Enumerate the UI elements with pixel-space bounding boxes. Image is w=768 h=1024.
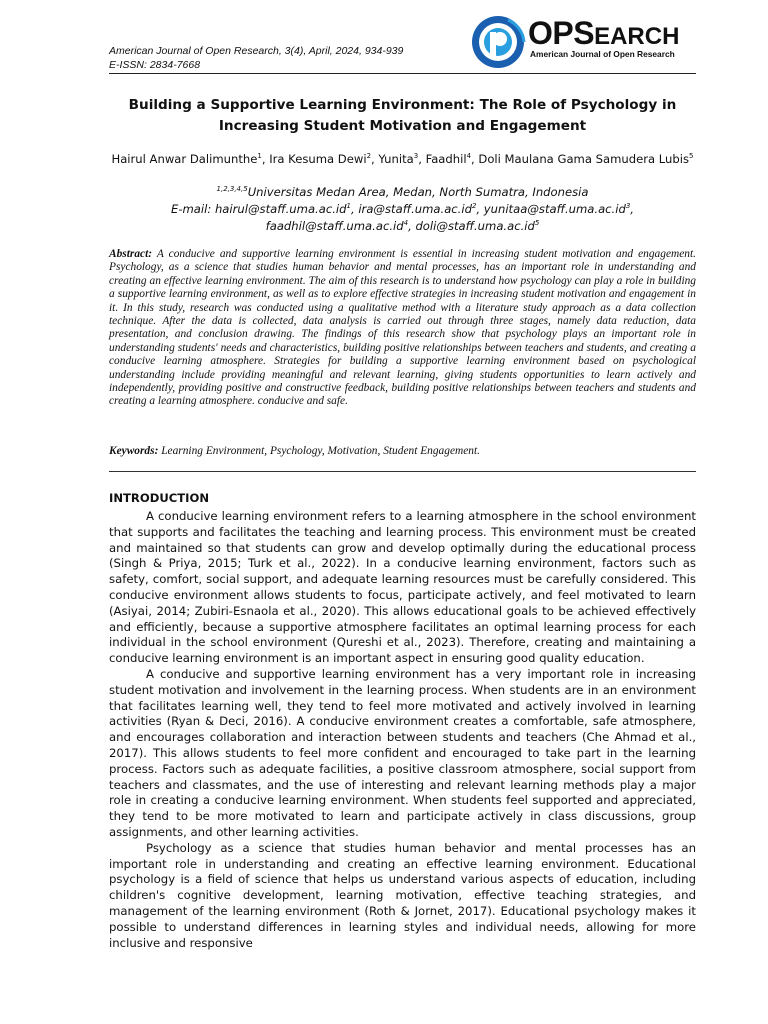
email-link[interactable]: $hairul@staff.uma.ac.id^1$ [214,202,351,216]
email-link[interactable]: $doli@staff.uma.ac.id^5$ [415,219,540,233]
title-line-2: Increasing Student Motivation and Engagement [218,118,587,134]
email-link[interactable]: $ira@staff.uma.ac.id^2$ [358,202,477,216]
journal-logo [470,14,692,70]
opsearch-logo-icon [470,14,526,70]
author: Faadhil$^4$, [425,152,479,166]
title-line-1: Building a Supportive Learning Environment: The Role of Psychology in [128,97,677,113]
abstract-label: Abstract: [109,248,153,260]
logo-text-small: EARCH [594,23,680,50]
introduction-body [109,509,696,951]
paper-title [109,95,696,137]
section-divider [109,471,696,472]
affiliation: $^{1,2,3,4,5}$Universitas Medan Area, Medan, North Sumatra, Indonesia [216,185,589,199]
author: Doli Maulana Gama Samudera Lubis$^5$ [478,152,694,166]
header-divider [109,73,696,74]
journal-citation: American Journal of Open Research, 3(4), April, 2024, 934-939 [109,45,404,57]
journal-issn: E-ISSN: 2834-7668 [109,59,201,71]
section-heading-introduction: INTRODUCTION [109,491,210,505]
affiliation-block [109,184,696,235]
abstract-text: A conducive and supportive learning environment is essential in increasing student motivation and engagement. Psychology, as a science that studies human behavior and mental processes, has an important role in understanding and creating an effective learning environment. The aim of this research is to understand how psychology can play a role in building a supportive learning environment, as well as to explore effective strategies in increasing student motivation and engagement in it. In this study, research was conducted using a qualitative method with a literature study approach as a data collection technique. After the data is collected, data analysis is carried out through three stages, namely data reduction, data presentation, and conclusion drawing. The findings of this research show that psychology plays an important role in understanding students' needs and characteristics, building positive relationships between teachers and students, and creating a conducive learning atmosphere. Strategies for building a supportive learning environment based on psychological understanding include providing meaningful and relevant learning, giving students opportunities to learn actively and independently, providing positive and constructive feedback, building positive relationships between teachers and students and creating a learning atmosphere. conducive and safe. [109,248,696,408]
paragraph: A conducive and supportive learning environment has a very important role in increasing student motivation and involvement in the learning process. When students are in an environment that facilitates learning well, they tend to feel more motivated and actively involved in learning activities (Ryan & Deci, 2016). A conducive environment creates a comfortable, safe atmosphere, and encourages collaboration and interaction between students and teachers (Che Ahmad et al., 2017). This allows students to feel more confident and encouraged to take part in the learning process. Factors such as adequate facilities, a positive classroom atmosphere, social support from teachers and classmates, and the use of interesting and relevant learning methods play a major role in creating a conducive learning environment. When students feel supported and appreciated, they tend to be more motivated to learn and participate actively in class discussions, group assignments, and other learning activities. [109,666,696,839]
email-line-1: E-mail: $hairul@staff.uma.ac.id^1$, $ira@staff.uma.ac.id^2$, $yunitaa@staff.uma.ac.id^3$, [171,202,634,216]
keywords [109,444,696,458]
author: Ira Kesuma Dewi$^2$, [269,152,379,166]
logo-subtitle: American Journal of Open Research [530,49,675,59]
email-link[interactable]: $faadhil@staff.uma.ac.id^4$ [265,219,409,233]
keywords-text: Learning Environment, Psychology, Motivation, Student Engagement. [161,445,480,457]
paragraph: Psychology as a science that studies human behavior and mental processes has an important role in understanding and creating an effective learning environment. Educational psychology is a field of science that helps us understand various aspects of education, including children's cognitive development, learning motivation, effective teaching strategies, and management of the learning environment (Roth & Jornet, 2017). Educational psychology makes it possible to understand differences in learning styles and individual needs, allowing for more inclusive and responsive [109,840,696,950]
journal-info [109,44,403,72]
abstract [109,248,696,409]
email-line-2: $faadhil@staff.uma.ac.id^4$, $doli@staff.uma.ac.id^5$ [265,219,540,233]
email-link[interactable]: $yunitaa@staff.uma.ac.id^3$ [483,202,631,216]
logo-text-big: OPS [528,15,595,51]
keywords-label: Keywords: [109,445,159,457]
paragraph: A conducive learning environment refers to a learning atmosphere in the school environment that supports and facilitates the teaching and learning process. This environment must be created and maintained so that students can grow and develop optimally during the educational process (Singh & Priya, 2015; Turk et al., 2022). In a conducive learning environment, factors such as safety, comfort, social support, and adequate learning resources must be carefully considered. This conducive environment allows students to focus, participate actively, and feel motivated to learn (Asiyai, 2014; Zubiri-Esnaola et al., 2020). This allows educational goals to be achieved effectively and efficiently, because a supportive atmosphere facilitates an optimal learning process for each individual in the school environment (Qureshi et al., 2023). Therefore, creating and maintaining a conducive learning environment is an important aspect in ensuring good quality education. [109,509,696,666]
author: Hairul Anwar Dalimunthe$^1$, [111,152,270,166]
author: Yunita$^3$, [378,152,426,166]
author-list [109,151,696,167]
